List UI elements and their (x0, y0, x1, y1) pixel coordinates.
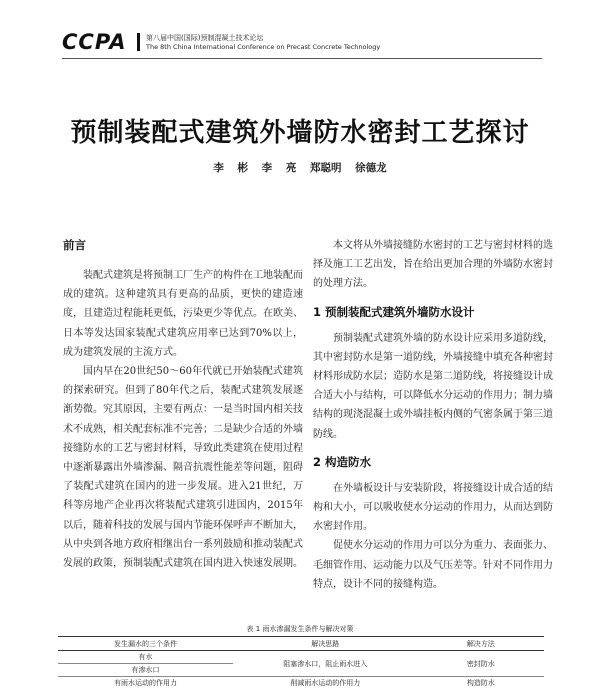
foreword-paragraph-1: 装配式建筑是将预制工厂生产的构件在工地装配而成的建筑。这种建筑具有更高的品质，更快的建造速度，且建造过程能耗更低，污染更少等优点。在欧美、日本等发达国家装配式建筑应用率已达到70%以上，成为建筑发展的主流方式。 (63, 266, 303, 362)
logo-divider (137, 33, 140, 51)
table-cell: 有水 (58, 651, 233, 664)
journal-header (62, 30, 562, 56)
table-row (58, 651, 544, 664)
conference-name-en: The 8th China International Conference on Precast Concrete Technology (146, 43, 380, 51)
table-caption: 表 1 雨水渗漏发生条件与解决对策 (0, 624, 600, 634)
table-cell: 构造防水 (418, 677, 544, 689)
table-row (58, 677, 544, 689)
table-header-cell: 解决思路 (233, 637, 418, 651)
header-rule (62, 58, 542, 59)
table-header-cell: 发生漏水的三个条件 (58, 637, 233, 651)
table-cell: 有渗水口 (58, 664, 233, 677)
table-cell: 密封防水 (418, 651, 544, 677)
section-2-paragraph-1: 在外墙板设计与安装阶段，将接缝设计成合适的结构和大小，可以吸收使水分运动的作用力，从而达到防水密封作用。 (313, 479, 553, 537)
table-header-row (58, 637, 544, 651)
left-column (63, 236, 303, 573)
section-1-heading: 1 预制装配式建筑外墙防水设计 (313, 303, 553, 321)
article-title: 预制装配式建筑外墙防水密封工艺探讨 (0, 112, 600, 149)
article-authors: 李 彬 李 亮 郑聪明 徐德龙 (0, 160, 600, 175)
table-cell: 阻塞渗水口，阻止雨水进入 (233, 651, 418, 677)
section-2-paragraph-2: 促使水分运动的作用力可以分为重力、表面张力、毛细管作用、运动能力以及气压差等。针对不同作用力特点，设计不同的接缝构造。 (313, 536, 553, 594)
table-cell: 有雨水运动的作用力 (58, 677, 233, 689)
table-cell: 削减雨水运动的作用力 (233, 677, 418, 689)
right-column (313, 236, 553, 594)
intro-paragraph: 本文将从外墙接缝防水密封的工艺与密封材料的选择及施工工艺出发，旨在给出更加合理的外墙防水密封的处理方法。 (313, 236, 553, 294)
foreword-paragraph-2: 国内早在20世纪50～60年代就已开始装配式建筑的探索研究。但到了80年代之后，装配式建筑发展逐渐势微。究其原因，主要有两点：一是当时国内相关技术不成熟，相关配套标准不完善；二是缺少合适的外墙接缝防水的工艺与密封材料，导致此类建筑在使用过程中逐渐暴露出外墙渗漏、隔音抗震性能差等问题，阻碍了装配式建筑在国内的进一步发展。进入21世纪，万科等房地产企业再次将装配式建筑引进国内，2015年以后，随着科技的发展与国内节能环保呼声不断加大，从中央到各地方政府相继出台一系列鼓励和推动装配式发展的政策，预制装配式建筑在国内进入快速发展期。 (63, 362, 303, 573)
section-2-heading: 2 构造防水 (313, 453, 553, 471)
leak-conditions-table (58, 636, 544, 689)
section-1-paragraph: 预制装配式建筑外墙的防水设计应采用多道防线，其中密封防水是第一道防线，外墙接缝中填充各种密封材料形成防水层；造防水是第二道防线，将接缝设计成合适大小与结构，可以降低水分运动的作用力；制力墙结构的现浇混凝土或外墙挂板内侧的气密条属于第三道防线。 (313, 329, 553, 444)
conference-name-cn: 第八届中国(国际)预制混凝土技术论坛 (146, 33, 263, 43)
table-header-cell: 解决方法 (418, 637, 544, 651)
ccpa-logo: CCPA (62, 30, 127, 54)
foreword-heading: 前言 (63, 236, 303, 254)
